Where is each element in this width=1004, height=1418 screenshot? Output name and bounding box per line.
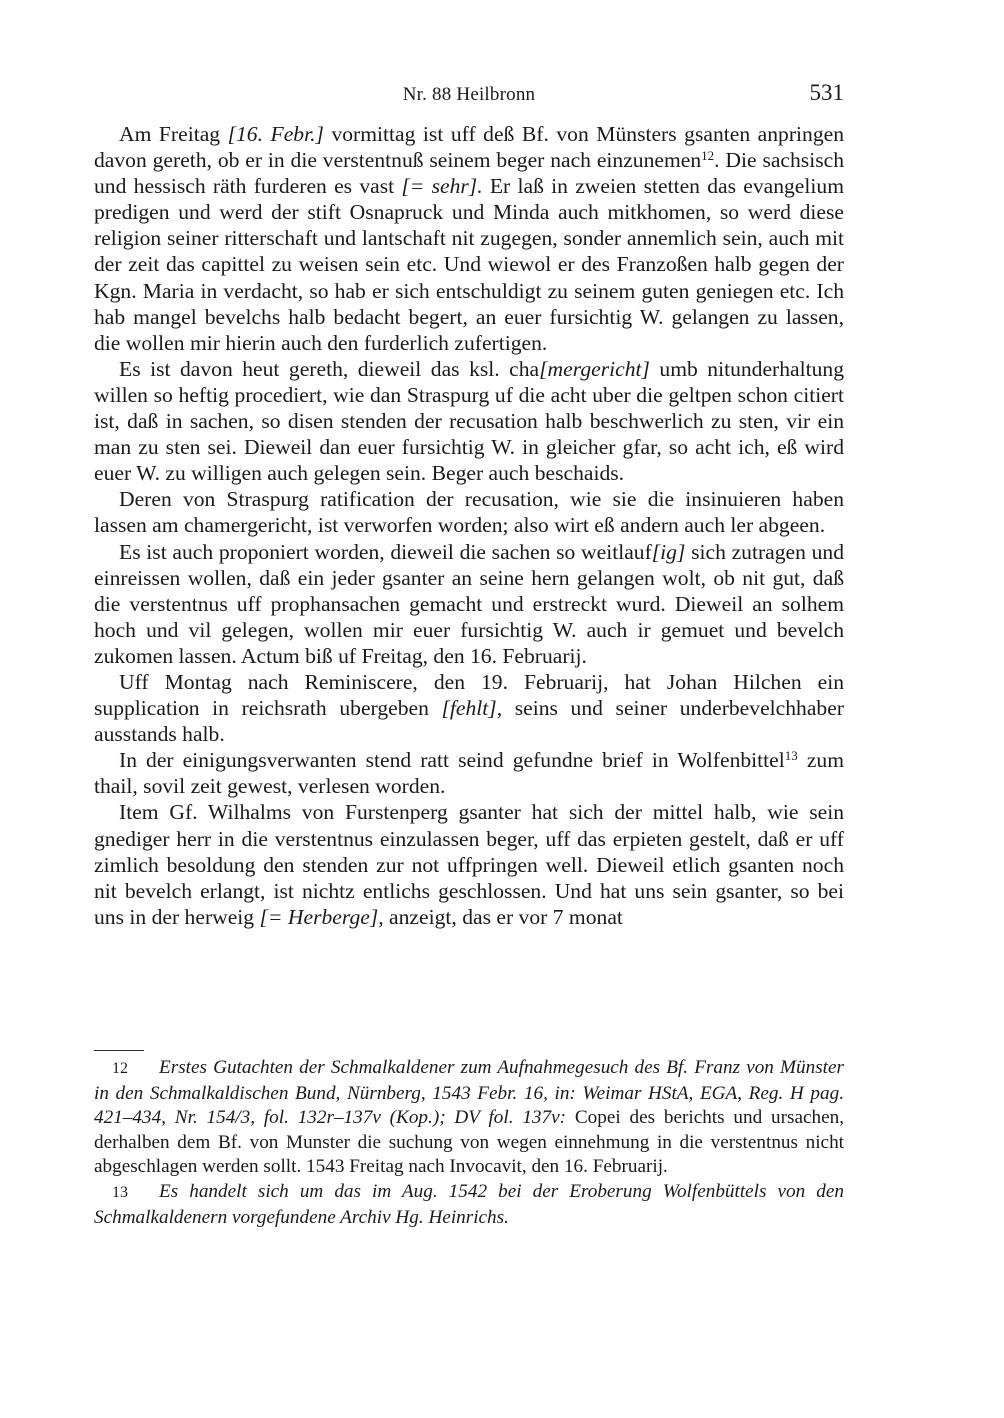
footnote-12	[94, 1056, 844, 1180]
paragraph-7	[94, 799, 844, 929]
paragraph-6	[94, 747, 844, 799]
editorial-note: [ig]	[651, 539, 686, 564]
editorial-date: [16. Febr.]	[227, 122, 324, 146]
text-span: In der einigungsverwanten stend ratt seind gefundne brief in Wolfenbittel	[119, 748, 785, 773]
text-span: Uff Montag nach Reminiscere, den 19. Februarij, hat Johan Hilchen ein supplication in reichsrath ubergeben	[94, 669, 844, 721]
footnote-text: Copei des berichts und ursachen, derhalben dem Bf. von Munster die suchung von wegen einnehmung in die verstentnus nicht abgeschlagen werden sollt. 1543 Freitag nach Invocavit, den 16. Februarij.	[94, 1107, 844, 1178]
main-text	[94, 121, 844, 930]
text-span: , seins und seiner underbevelchhaber ausstands halb.	[94, 696, 844, 747]
text-span: Es ist auch proponiert worden, dieweil die sachen so weitlauf	[119, 539, 652, 564]
page-header	[94, 82, 844, 110]
text-span: vormittag ist uff deß Bf. von Münsters gsanten anpringen davon gereth, ob er in die verstentnuß seinem beger nach einzunemen	[94, 122, 845, 173]
text-span: . Die sachsisch und hessisch räth furderen es vast	[94, 148, 844, 199]
footnote-ref-13[interactable]: 13	[784, 748, 798, 764]
text-span: sich zutragen und einreissen wollen, daß ein jeder gsanter an seine hern gelangen wolt, ob nit gut, daß die verstentnus uff prophansachen gemacht und erstreckt wurd. Dieweil an solhem hoch und vil gelegen, wollen mir euer fursichtig W. auch ir gemuet und bevelch zukomen lassen. Actum biß uf Freitag, den 16. Februarij.	[94, 539, 844, 668]
text-span: Er laß in zweien stetten das evangelium predigen und werd der stift Osnapruck und Minda auch mitkhomen, so werd diese religion seiner ritterschaft und lantschaft nit zugegen, sonder annemlich sein, auch mit der zeit das capittel zu weisen sein etc. Und wiewol er des Franzoßen halb gegen der Kgn. Maria in verdacht, so hab er sich entschuldigt zu seinem guten geniegen etc. Ich hab mangel bevelchs halb bedacht begert, an euer fursichtig W. gelangen zu lassen, die wollen mir hierin auch den furderlich zufertigen.	[94, 174, 844, 355]
footnote-ref-12[interactable]: 12	[701, 148, 715, 164]
footnote-divider	[94, 1050, 144, 1051]
editorial-note: [= sehr].	[401, 174, 483, 199]
editorial-note: [mergericht]	[539, 356, 650, 381]
text-span: umb nitunderhaltung willen so heftig procediert, wie dan Straspurg uf die acht uber die geltpen schon citiert ist, daß in sachen, so disen stenden der recusation halb beschwerlich zu sten, vir ein man zu sten sei. Dieweil dan euer fursichtig W. in gleicher gfar, so acht ich, eß wird euer W. zu willigen auch gelegen sein. Beger auch beschaids.	[94, 356, 845, 486]
editorial-note: [fehlt]	[441, 696, 497, 721]
footnote-number: 12	[112, 1060, 128, 1077]
text-span: zum thail, sovil zeit gewest, verlesen worden.	[94, 748, 844, 799]
text-span: Am Freitag	[119, 122, 228, 146]
paragraph-5	[94, 669, 844, 747]
paragraph-2	[94, 356, 844, 486]
footnote-text-italic: Erstes Gutachten der Schmalkaldener zum Aufnahmegesuch des Bf. Franz von Münster in den Schmalkaldischen Bund, Nürnberg, 1543 Febr. 16, in: Weimar HStA, EGA, Reg. H pag. 421–434, Nr. 154/3, fol. 132r–137v (Kop.); DV fol. 137v:	[94, 1057, 844, 1129]
footnote-13	[94, 1180, 844, 1230]
paragraph-4	[94, 539, 844, 669]
editorial-note: [= Herberge]	[259, 904, 379, 929]
footnote-number: 13	[112, 1183, 128, 1201]
text-span: Es ist davon heut gereth, dieweil das ksl. cha	[119, 356, 540, 381]
paragraph-3: Deren von Straspurg ratification der recusation, wie sie die insinuieren haben lassen am chamergericht, ist verworfen worden; also wirt eß andern auch ler abgeen.	[94, 487, 844, 538]
page-number: 531	[809, 80, 844, 105]
paragraph-1	[94, 121, 844, 356]
text-span: Item Gf. Wilhalms von Furstenperg gsanter hat sich der mittel halb, wie sein gnediger herr in die verstentnus einzulassen beger, uff das erpieten gestelt, daß er uff zimlich besoldung den stenden zur not uffpringen well. Dieweil etlich gsanten noch nit bevelch erlangt, ist nichtz entlichs geschlossen. Und hat uns sein gsanter, so bei uns in der herweig	[94, 800, 844, 929]
running-head: Nr. 88 Heilbronn	[402, 84, 536, 105]
footnote-text-italic: Es handelt sich um das im Aug. 1542 bei der Eroberung Wolfenbüttels von den Schmalkaldenern vorgefundene Archiv Hg. Heinrichs.	[94, 1180, 844, 1228]
footnotes	[94, 1056, 844, 1230]
text-span: , anzeigt, das er vor 7 monat	[378, 904, 623, 929]
